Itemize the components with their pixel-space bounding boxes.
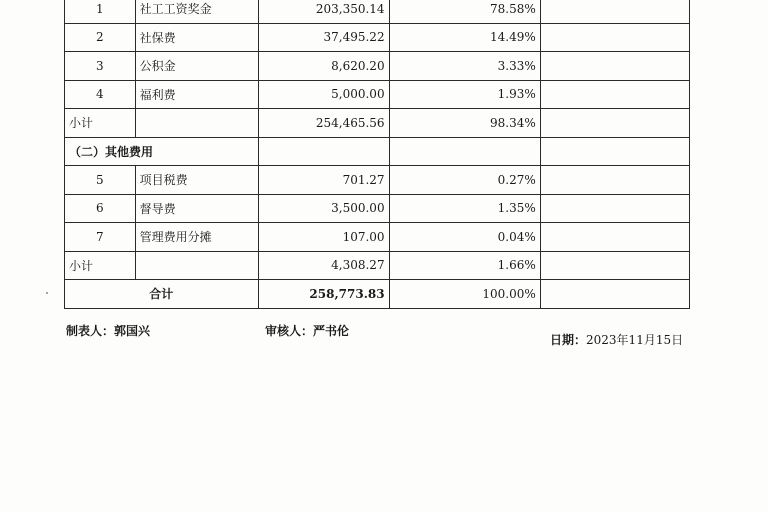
remark-cell — [540, 109, 689, 138]
item-amount: 3,500.00 — [258, 194, 389, 223]
preparer-label: 制表人： — [66, 324, 115, 338]
empty-cell — [389, 137, 540, 166]
item-percentage: 0.04% — [389, 223, 540, 252]
item-name: 福利费 — [135, 80, 258, 109]
total-percentage: 100.00% — [389, 280, 540, 309]
section-header-row — [65, 137, 690, 166]
remark-cell — [540, 0, 689, 23]
scan-speck — [46, 292, 48, 294]
empty-cell — [135, 251, 258, 280]
item-percentage: 78.58% — [389, 0, 540, 23]
item-amount: 107.00 — [258, 223, 389, 252]
item-name: 公积金 — [135, 52, 258, 81]
remark-cell — [540, 166, 689, 195]
item-name: 督导费 — [135, 194, 258, 223]
item-amount: 701.27 — [258, 166, 389, 195]
item-percentage: 1.35% — [389, 194, 540, 223]
item-percentage: 1.93% — [389, 80, 540, 109]
table-row — [65, 223, 690, 252]
item-amount: 203,350.14 — [258, 0, 389, 23]
total-amount: 258,773.83 — [258, 280, 389, 309]
row-number: 4 — [65, 80, 136, 109]
remark-cell — [540, 223, 689, 252]
section-title: （二）其他费用 — [65, 137, 259, 166]
table-row — [65, 23, 690, 52]
reviewer-name: 严书伦 — [313, 324, 350, 338]
empty-cell — [135, 109, 258, 138]
item-amount: 37,495.22 — [258, 23, 389, 52]
total-label: 合计 — [65, 280, 259, 309]
row-number: 5 — [65, 166, 136, 195]
subtotal-row — [65, 251, 690, 280]
subtotal-amount: 254,465.56 — [258, 109, 389, 138]
table-row — [65, 80, 690, 109]
item-name: 社工工资奖金 — [135, 0, 258, 23]
table-row — [65, 194, 690, 223]
subtotal-label: 小计 — [65, 109, 136, 138]
item-percentage: 0.27% — [389, 166, 540, 195]
item-amount: 5,000.00 — [258, 80, 389, 109]
total-row — [65, 280, 690, 309]
item-amount: 8,620.20 — [258, 52, 389, 81]
report-date — [550, 331, 683, 348]
preparer-name: 郭国兴 — [114, 324, 151, 338]
item-percentage: 3.33% — [389, 52, 540, 81]
reviewer-label: 审核人： — [265, 324, 314, 338]
item-name: 管理费用分摊 — [135, 223, 258, 252]
expense-table — [64, 0, 690, 309]
remark-cell — [540, 52, 689, 81]
row-number: 2 — [65, 23, 136, 52]
subtotal-amount: 4,308.27 — [258, 251, 389, 280]
remark-cell — [540, 280, 689, 309]
row-number: 1 — [65, 0, 136, 23]
table-row — [65, 0, 690, 23]
reviewer-signature — [265, 322, 349, 339]
subtotal-percentage: 98.34% — [389, 109, 540, 138]
row-number: 7 — [65, 223, 136, 252]
subtotal-label: 小计 — [65, 251, 136, 280]
item-percentage: 14.49% — [389, 23, 540, 52]
empty-cell — [258, 137, 389, 166]
subtotal-row — [65, 109, 690, 138]
row-number: 6 — [65, 194, 136, 223]
row-number: 3 — [65, 52, 136, 81]
item-name: 项目税费 — [135, 166, 258, 195]
remark-cell — [540, 23, 689, 52]
table-row — [65, 166, 690, 195]
preparer-signature — [66, 322, 150, 339]
remark-cell — [540, 137, 689, 166]
remark-cell — [540, 251, 689, 280]
subtotal-percentage: 1.66% — [389, 251, 540, 280]
remark-cell — [540, 194, 689, 223]
remark-cell — [540, 80, 689, 109]
date-value: 2023年11月15日 — [586, 333, 684, 347]
date-label: 日期： — [550, 333, 587, 347]
item-name: 社保费 — [135, 23, 258, 52]
table-row — [65, 52, 690, 81]
